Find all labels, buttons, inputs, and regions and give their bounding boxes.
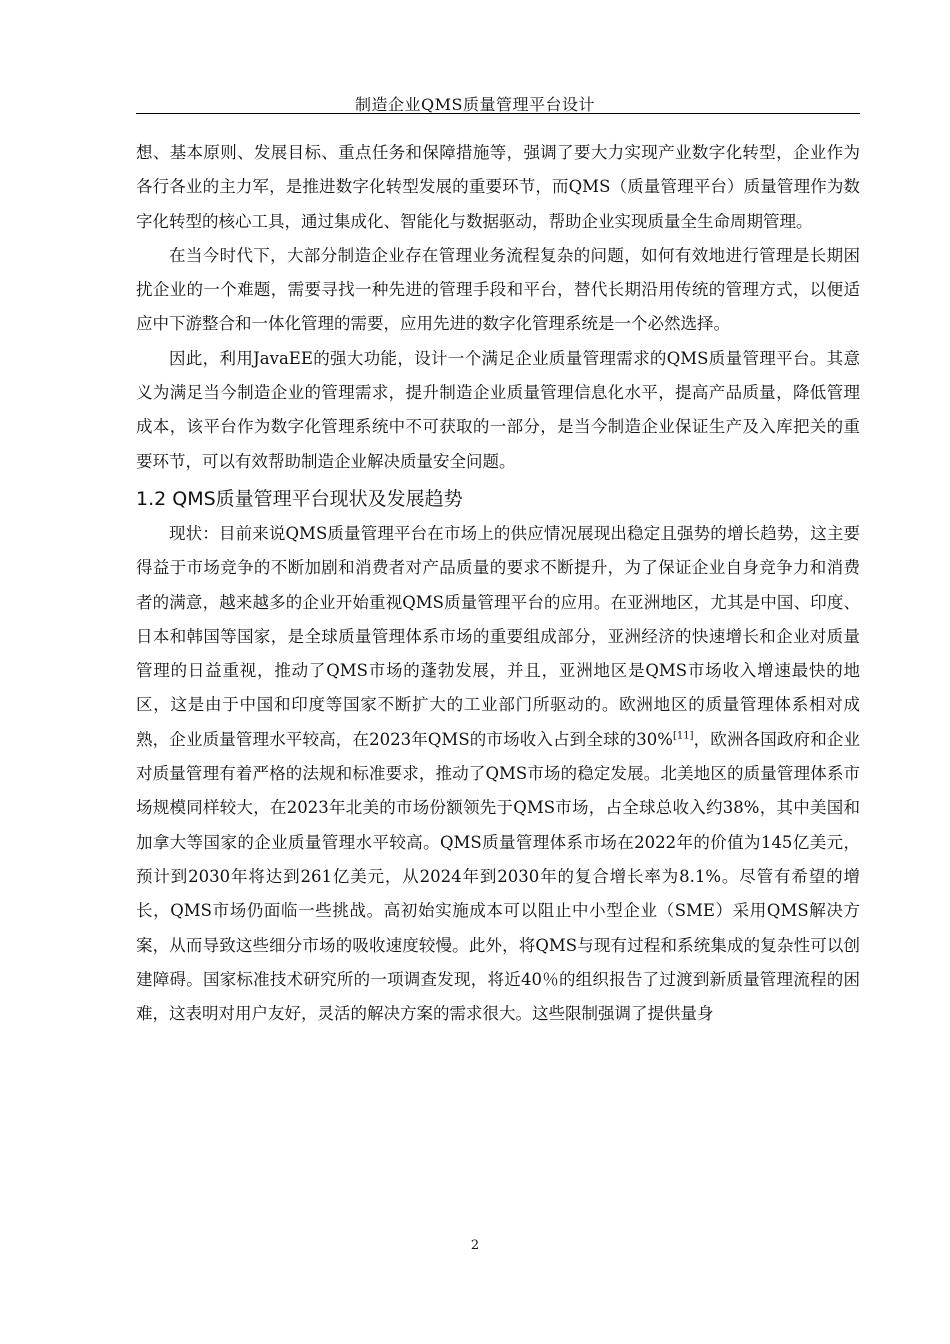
market-status-text-part2: ，欧洲各国政府和企业对质量管理有着严格的法规和标准要求，推动了QMS市场的稳定发展。北美地区的质量管理体系市场规模同样较大，在2023年北美的市场份额领先于QMS市场，占全球总收入约38%，其中美国和加拿大等国家的企业质量管理水平较高。QMS质量管理体系市场在2022年的价值为145亿美元，预计到2030年将达到261亿美元，从2024年到2030年的复合增长率为8.1%。尽管有希望的增长，QMS市场仍面临一些挑战。高初始实施成本可以阻止中小型企业（SME）采用QMS解决方案，从而导致这些细分市场的吸收速度较慢。此外，将QMS与现有过程和系统集成的复杂性可以创建障碍。国家标准技术研究所的一项调查发现，将近40％的组织报告了过渡到新质量管理流程的困难，这表明对用户友好，灵活的解决方案的需求很大。这些限制强调了提供量身	[136, 729, 861, 1024]
document-body	[136, 136, 860, 1031]
section-heading: 1.2 QMS质量管理平台现状及发展趋势	[136, 487, 463, 510]
paragraph-continued: 想、基本原则、发展目标、重点任务和保障措施等，强调了要大力实现产业数字化转型，企业作为各行各业的主力军，是推进数字化转型发展的重要环节，而QMS（质量管理平台）质量管理作为数字化转型的核心工具，通过集成化、智能化与数据驱动，帮助企业实现质量全生命周期管理。	[136, 143, 860, 231]
citation-reference: [11]	[672, 730, 694, 742]
paragraph-management-challenge: 在当今时代下，大部分制造企业存在管理业务流程复杂的问题，如何有效地进行管理是长期困扰企业的一个难题，需要寻找一种先进的管理手段和平台，替代长期沿用传统的管理方式，以便适应中下游整合和一体化管理的需要，应用先进的数字化管理系统是一个必然选择。	[136, 245, 860, 334]
header-divider	[136, 113, 860, 114]
market-status-text-part1: 现状：目前来说QMS质量管理平台在市场上的供应情况展现出稳定且强势的增长趋势，这主要得益于市场竞争的不断加剧和消费者对产品质量的要求不断提升，为了保证企业自身竞争力和消费者的满意，越来越多的企业开始重视QMS质量管理平台的应用。在亚洲地区，尤其是中国、印度、日本和韩国等国家，是全球质量管理体系市场的重要组成部分，亚洲经济的快速增长和企业对质量管理的日益重视，推动了QMS市场的蓬勃发展，并且，亚洲地区是QMS市场收入增速最快的地区，这是由于中国和印度等国家不断扩大的工业部门所驱动的。欧洲地区的质量管理体系相对成熟，企业质量管理水平较高，在2023年QMS的市场收入占到全球的30%	[136, 523, 860, 749]
paragraph-significance: 因此，利用JavaEE的强大功能，设计一个满足企业质量管理需求的QMS质量管理平台。其意义为满足当今制造企业的管理需求，提升制造企业质量管理信息化水平，提高产品质量，降低管理成本，该平台作为数字化管理系统中不可获取的一部分，是当今制造企业保证生产及入库把关的重要环节，可以有效帮助制造企业解决质量安全问题。	[136, 348, 860, 471]
paragraph-market-status	[136, 517, 860, 1031]
running-header: 制造企业QMS质量管理平台设计	[355, 95, 595, 114]
page-number: 2	[470, 1238, 480, 1253]
